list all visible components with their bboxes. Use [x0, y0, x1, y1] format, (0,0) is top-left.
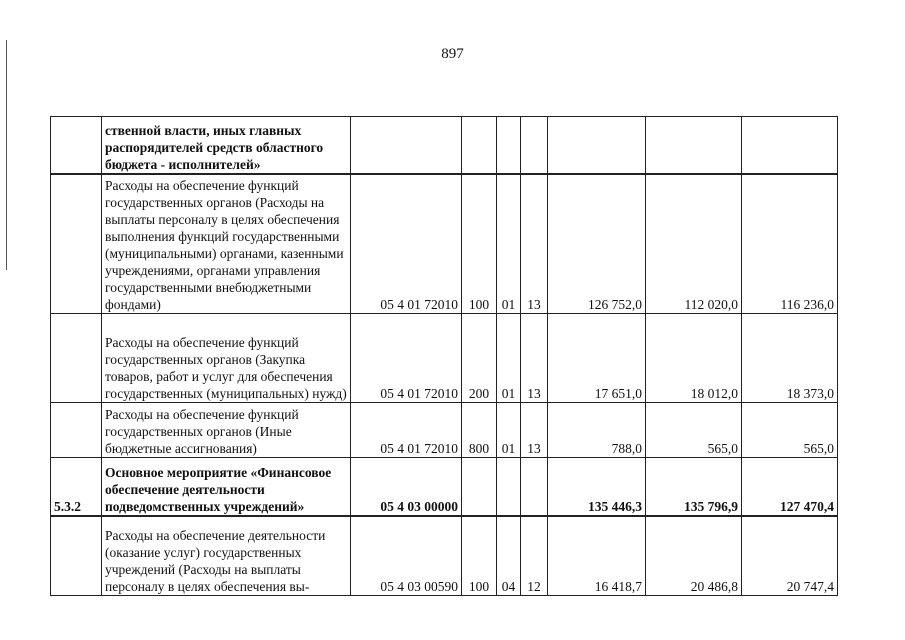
table-row	[51, 458, 838, 516]
section	[497, 458, 521, 516]
amount-year-2: 565,0	[646, 403, 742, 458]
subsection: 13	[521, 174, 548, 314]
amount-year-1: 16 418,7	[548, 516, 646, 596]
section	[497, 117, 521, 174]
section: 01	[497, 314, 521, 403]
amount-year-1: 135 446,3	[548, 458, 646, 516]
amount-year-3: 20 747,4	[742, 516, 838, 596]
row-name: Основное мероприятие «Финансовое обеспечение деятельности подведомственных учреждений»	[102, 458, 351, 516]
target-code: 05 4 01 72010	[351, 174, 462, 314]
subsection: 13	[521, 314, 548, 403]
expense-type: 200	[462, 314, 497, 403]
row-name: Расходы на обеспечение функций государственных органов (Закупка товаров, работ и услуг для обеспечения государственных (муниципальных) нужд)	[102, 314, 351, 403]
expense-type: 100	[462, 516, 497, 596]
section: 04	[497, 516, 521, 596]
budget-table	[50, 116, 838, 596]
amount-year-2	[646, 117, 742, 174]
target-code: 05 4 03 00590	[351, 516, 462, 596]
expense-type: 800	[462, 403, 497, 458]
section: 01	[497, 403, 521, 458]
target-code: 05 4 01 72010	[351, 314, 462, 403]
amount-year-2: 20 486,8	[646, 516, 742, 596]
table-row	[51, 516, 838, 596]
target-code: 05 4 03 00000	[351, 458, 462, 516]
amount-year-2: 135 796,9	[646, 458, 742, 516]
row-number	[51, 516, 102, 596]
table-row	[51, 403, 838, 458]
amount-year-3	[742, 117, 838, 174]
subsection	[521, 458, 548, 516]
row-number	[51, 174, 102, 314]
subsection	[521, 117, 548, 174]
row-name: Расходы на обеспечение функций государственных органов (Расходы на выплаты персоналу в целях обеспечения выполнения функций государственными (муниципальными) органами, казенными учреждениями, органами управления государственными внебюджетными фондами)	[102, 174, 351, 314]
left-margin-rule	[6, 40, 7, 270]
section: 01	[497, 174, 521, 314]
row-number	[51, 314, 102, 403]
amount-year-1: 788,0	[548, 403, 646, 458]
expense-type	[462, 458, 497, 516]
amount-year-2: 18 012,0	[646, 314, 742, 403]
amount-year-1: 126 752,0	[548, 174, 646, 314]
amount-year-2: 112 020,0	[646, 174, 742, 314]
amount-year-3: 565,0	[742, 403, 838, 458]
amount-year-3: 116 236,0	[742, 174, 838, 314]
table-row	[51, 117, 838, 174]
target-code	[351, 117, 462, 174]
table-row	[51, 314, 838, 403]
amount-year-1	[548, 117, 646, 174]
expense-type: 100	[462, 174, 497, 314]
amount-year-1: 17 651,0	[548, 314, 646, 403]
row-name: Расходы на обеспечение деятельности (оказание услуг) государственных учреждений (Расходы на выплаты персоналу в целях обеспечения вы-	[102, 516, 351, 596]
subsection: 13	[521, 403, 548, 458]
expense-type	[462, 117, 497, 174]
amount-year-3: 127 470,4	[742, 458, 838, 516]
row-number: 5.3.2	[51, 458, 102, 516]
subsection: 12	[521, 516, 548, 596]
table-row	[51, 174, 838, 314]
amount-year-3: 18 373,0	[742, 314, 838, 403]
page-number: 897	[441, 46, 464, 62]
row-name: ственной власти, иных главных распорядителей средств областного бюджета - исполнителей»	[102, 117, 351, 174]
row-name: Расходы на обеспечение функций государственных органов (Иные бюджетные ассигнования)	[102, 403, 351, 458]
row-number	[51, 117, 102, 174]
target-code: 05 4 01 72010	[351, 403, 462, 458]
row-number	[51, 403, 102, 458]
